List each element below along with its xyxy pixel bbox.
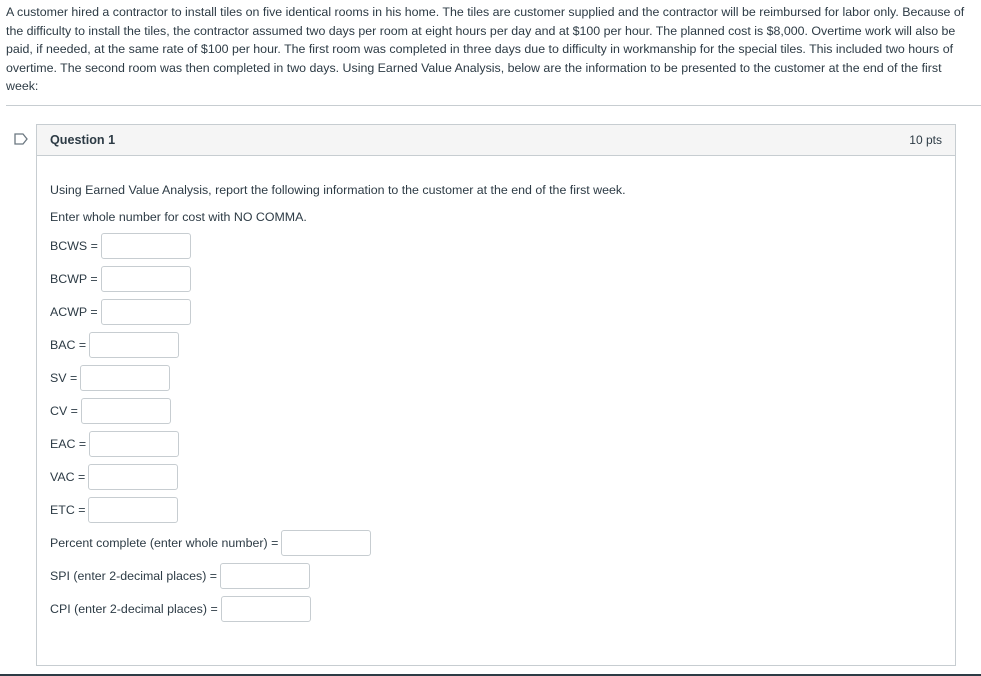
field-sv bbox=[50, 365, 170, 391]
spi-input[interactable] bbox=[220, 563, 310, 589]
field-label: EAC = bbox=[50, 437, 87, 451]
problem-statement: A customer hired a contractor to install tiles on five identical rooms in his home. The tiles are customer supplied and the contractor will be reimbursed for labor only. Because of the difficulty to install the tiles, the contractor assumed two days per room at eight hours per day and at $100 per hour. The planned cost is $8,000. Overtime work will also be paid, if needed, at the same rate of $100 per hour. The first room was completed in three days due to difficulty in workmanship for the special tiles. This included two hours of overtime. The second room was then completed in two days. Using Earned Value Analysis, below are the information to be presented to the customer at the end of the first week: bbox=[6, 5, 965, 93]
bcwp-input[interactable] bbox=[101, 266, 191, 292]
percent-complete-input[interactable] bbox=[281, 530, 371, 556]
cv-input[interactable] bbox=[81, 398, 171, 424]
field-label: SPI (enter 2-decimal places) = bbox=[50, 569, 218, 583]
divider bbox=[6, 105, 981, 106]
question-card bbox=[36, 124, 956, 666]
field-label: SV = bbox=[50, 371, 78, 385]
question-instruction: Using Earned Value Analysis, report the following information to the customer at the end of the first week. bbox=[50, 183, 626, 197]
field-label: ETC = bbox=[50, 503, 86, 517]
field-acwp bbox=[50, 299, 191, 325]
field-label: CV = bbox=[50, 404, 78, 418]
field-etc bbox=[50, 497, 178, 523]
bac-input[interactable] bbox=[89, 332, 179, 358]
acwp-input[interactable] bbox=[101, 299, 191, 325]
field-label: BAC = bbox=[50, 338, 87, 352]
field-label: CPI (enter 2-decimal places) = bbox=[50, 602, 218, 616]
field-bcws bbox=[50, 233, 191, 259]
field-percent-complete bbox=[50, 530, 371, 556]
field-label: ACWP = bbox=[50, 305, 98, 319]
field-cpi bbox=[50, 596, 311, 622]
field-cv bbox=[50, 398, 171, 424]
field-spi bbox=[50, 563, 310, 589]
field-bcwp bbox=[50, 266, 191, 292]
field-vac bbox=[50, 464, 178, 490]
question-note: Enter whole number for cost with NO COMMA. bbox=[50, 210, 307, 224]
field-eac bbox=[50, 431, 179, 457]
bcws-input[interactable] bbox=[101, 233, 191, 259]
vac-input[interactable] bbox=[88, 464, 178, 490]
eac-input[interactable] bbox=[89, 431, 179, 457]
cpi-input[interactable] bbox=[221, 596, 311, 622]
field-label: BCWS = bbox=[50, 239, 98, 253]
etc-input[interactable] bbox=[88, 497, 178, 523]
field-label: VAC = bbox=[50, 470, 86, 484]
sv-input[interactable] bbox=[80, 365, 170, 391]
field-label: BCWP = bbox=[50, 272, 98, 286]
field-bac bbox=[50, 332, 179, 358]
question-points: 10 pts bbox=[909, 133, 942, 147]
question-header bbox=[37, 125, 955, 156]
flag-question-icon[interactable] bbox=[14, 133, 28, 145]
question-title: Question 1 bbox=[50, 133, 116, 147]
field-label: Percent complete (enter whole number) = bbox=[50, 536, 279, 550]
